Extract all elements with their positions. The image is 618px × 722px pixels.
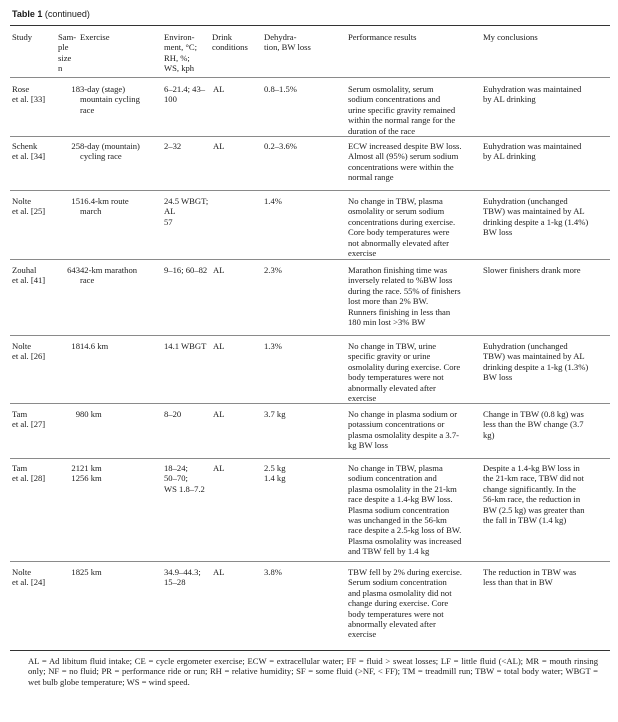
cell-drink-conditions: [213, 265, 257, 275]
cell-line: less than the BW change (3.7: [483, 419, 584, 430]
header-environment-line: ment, °C;: [164, 42, 198, 53]
cell-line: plasma osmolality in the 21-km: [348, 483, 457, 494]
cell-exercise: [80, 196, 162, 217]
cell-line: within the normal range for the: [348, 115, 456, 126]
cell-line: drinking despite a 1-kg (1.3%): [483, 361, 589, 372]
cell-line: 12: [71, 473, 80, 484]
cell-line: 1.4%: [264, 196, 282, 206]
header-sample-size: [58, 32, 82, 74]
cell-line: AL: [213, 84, 225, 94]
cell-line: AL: [213, 265, 225, 275]
cell-line: Slower finishers drank more: [483, 265, 581, 275]
cell-exercise: [80, 141, 162, 162]
table-caption: [12, 9, 90, 19]
row-separator: [10, 403, 610, 404]
cell-line: inversely related to %BW loss: [348, 275, 453, 286]
cell-line: 34.9–44.3;: [164, 567, 201, 577]
cell-line: 2.3%: [264, 265, 282, 275]
cell-line: 56-km race, the reduction in: [483, 494, 581, 505]
cell-line: urine specific gravity remained: [348, 104, 456, 115]
cell-line: 56 km: [80, 473, 102, 484]
cell-line: exercise: [348, 629, 377, 640]
cell-line: race: [80, 275, 95, 286]
cell-line: 3.8%: [264, 567, 282, 577]
cell-line: 1.3%: [264, 341, 282, 351]
cell-line: No change in TBW, plasma: [348, 463, 443, 473]
cell-dehydration: [264, 567, 342, 577]
cell-line: No change in TBW, urine: [348, 341, 437, 351]
cell-line: TBW) was maintained by AL: [483, 351, 585, 362]
cell-line: duration of the race: [348, 125, 416, 136]
cell-exercise: [80, 341, 162, 351]
cell-sample-size: [58, 196, 80, 206]
cell-line: the fall in TBW (1.4 kg): [483, 515, 567, 526]
cell-line: The reduction in TBW was: [483, 567, 577, 577]
cell-line: 1.4 kg: [264, 473, 286, 484]
cell-line: Nolte: [12, 341, 32, 351]
cell-line: 18: [71, 341, 80, 351]
cell-performance-results: [348, 84, 480, 136]
row-separator: [10, 458, 610, 459]
cell-study: [12, 196, 58, 217]
cell-line: 3.7 kg: [264, 409, 286, 419]
cell-line: BW loss: [483, 227, 513, 238]
cell-environment: [164, 341, 216, 351]
cell-line: concentrations were within the: [348, 161, 454, 172]
cell-line: 14.1 WBGT: [164, 341, 207, 351]
cell-line: exercise: [348, 248, 377, 259]
cell-line: 18: [71, 84, 80, 94]
header-performance-results: Performance results: [348, 32, 417, 42]
cell-exercise: [80, 265, 162, 286]
header-drink-conditions: [212, 32, 262, 53]
cell-line: Runners finishing in less than: [348, 306, 451, 317]
cell-line: was unchanged in the 56-km: [348, 515, 447, 526]
cell-dehydration: [264, 196, 342, 206]
cell-line: cycling race: [80, 151, 122, 162]
cell-line: Plasma sodium concentration: [348, 504, 450, 515]
cell-line: Tam: [12, 463, 28, 473]
cell-sample-size: [58, 463, 80, 484]
cell-my-conclusions: [483, 567, 608, 588]
cell-line: abnormally elevated after: [348, 619, 436, 630]
header-study: Study: [12, 32, 33, 42]
cell-line: Tam: [12, 409, 28, 419]
cell-line: 643: [67, 265, 80, 275]
cell-line: AL: [213, 463, 225, 473]
cell-sample-size: [58, 265, 80, 275]
cell-line: not abnormally elevated after: [348, 237, 449, 248]
cell-my-conclusions: [483, 341, 608, 383]
cell-line: 25: [71, 141, 80, 151]
cell-sample-size: [58, 84, 80, 94]
cell-line: Serum osmolality, serum: [348, 84, 434, 94]
cell-line: normal range: [348, 172, 394, 183]
cell-line: et al. [41]: [12, 275, 46, 286]
cell-line: 0.2–3.6%: [264, 141, 297, 151]
cell-dehydration: [264, 265, 342, 275]
cell-environment: [164, 409, 216, 419]
cell-line: less than that in BW: [483, 577, 553, 588]
cell-drink-conditions: [213, 409, 257, 419]
cell-line: et al. [27]: [12, 419, 46, 430]
cell-line: change during exercise. Core: [348, 598, 449, 609]
cell-study: [12, 409, 58, 430]
header-bottom-rule: [10, 77, 610, 78]
cell-line: 24.5 WBGT; AL: [164, 196, 209, 217]
cell-exercise: [80, 463, 162, 484]
cell-line: Euhydration was maintained: [483, 84, 582, 94]
cell-line: 8-day (mountain): [80, 141, 140, 151]
cell-my-conclusions: [483, 84, 608, 105]
cell-sample-size: [58, 141, 80, 151]
row-separator: [10, 259, 610, 260]
cell-line: 16.4-km route: [80, 196, 129, 206]
cell-line: potassium concentrations or: [348, 419, 445, 430]
table-caption-suffix: (continued): [44, 9, 90, 19]
header-sample-line: Sam-: [58, 32, 77, 42]
cell-line: Serum sodium concentration: [348, 577, 447, 588]
cell-line: change significantly. In the: [483, 483, 576, 494]
cell-line: Almost all (95%) serum sodium: [348, 151, 459, 162]
cell-line: osmolality during exercise. Core: [348, 361, 461, 372]
cell-line: TBW fell by 2% during exercise.: [348, 567, 462, 577]
cell-line: specific gravity or urine: [348, 351, 431, 362]
cell-performance-results: [348, 567, 480, 640]
cell-line: 21 km: [80, 463, 102, 473]
cell-line: body temperatures were not: [348, 372, 444, 383]
cell-line: 18–24;: [164, 463, 188, 473]
cell-line: BW loss: [483, 372, 513, 383]
cell-line: 21: [71, 463, 80, 473]
header-environment-line: Environ-: [164, 32, 195, 42]
cell-dehydration: [264, 409, 342, 419]
cell-line: 80 km: [80, 409, 102, 419]
cell-line: Nolte: [12, 567, 32, 577]
cell-line: 100: [164, 94, 177, 105]
cell-drink-conditions: [213, 567, 257, 577]
cell-line: 9–16; 60–82: [164, 265, 208, 275]
cell-line: concentrations during exercise.: [348, 216, 456, 227]
cell-line: body temperatures were not: [348, 608, 444, 619]
cell-line: Rose: [12, 84, 30, 94]
cell-my-conclusions: [483, 463, 608, 525]
cell-line: race despite a 2.5-kg loss of BW.: [348, 525, 462, 536]
cell-line: kg): [483, 429, 495, 440]
cell-line: 15: [71, 196, 80, 206]
header-exercise: Exercise: [80, 32, 110, 42]
table-caption-label: Table 1: [12, 9, 43, 19]
cell-line: osmolality or serum sodium: [348, 206, 445, 217]
cell-line: drinking despite a 1-kg (1.4%): [483, 216, 589, 227]
cell-line: exercise: [348, 393, 377, 404]
header-sample-line: ple: [58, 42, 69, 53]
cell-drink-conditions: [213, 463, 257, 473]
cell-line: AL: [213, 341, 225, 351]
cell-line: and TBW fell by 1.4 kg: [348, 546, 430, 557]
header-sample-line: size: [58, 52, 72, 63]
cell-line: Euhydration (unchanged: [483, 341, 568, 351]
cell-line: Euhydration was maintained: [483, 141, 582, 151]
cell-sample-size: [58, 409, 80, 419]
cell-line: et al. [26]: [12, 351, 46, 362]
cell-line: Despite a 1.4-kg BW loss in: [483, 463, 580, 473]
header-environment-line: RH, %;: [164, 52, 190, 63]
cell-line: 50–70;: [164, 473, 188, 484]
header-dehydration-line: Dehydra-: [264, 32, 297, 42]
cell-line: No change in plasma sodium or: [348, 409, 458, 419]
header-dehydration: [264, 32, 344, 53]
cell-line: march: [80, 206, 102, 217]
cell-study: [12, 141, 58, 162]
cell-environment: [164, 265, 216, 275]
cell-study: [12, 567, 58, 588]
cell-exercise: [80, 409, 162, 419]
cell-study: [12, 463, 58, 484]
cell-line: sodium concentration and: [348, 473, 437, 484]
cell-sample-size: [58, 341, 80, 351]
cell-study: [12, 84, 58, 105]
table-footnote: AL = Ad libitum fluid intake; CE = cycle ergometer exercise; ECW = extracellular water; FF = fluid > sweat losses; LF = little fluid (<AL); MR = mouth rinsing only; NF = no fluid; PR = performance ride or run; RH = relative humidity; SF = some fluid (>NF, < FF); TM = treadmill run; TBW = total body water; WBGT = wet bulb globe temperature; WS = wind speed.: [28, 656, 598, 687]
cell-line: lost more than 2% BW.: [348, 296, 429, 307]
cell-performance-results: [348, 463, 480, 557]
cell-line: Zouhal: [12, 265, 37, 275]
cell-line: et al. [28]: [12, 473, 46, 484]
cell-line: 25 km: [80, 567, 102, 577]
cell-line: ECW increased despite BW loss.: [348, 141, 462, 151]
cell-line: TBW) was maintained by AL: [483, 206, 585, 217]
cell-line: by AL drinking: [483, 94, 536, 105]
cell-line: 180 min lost >3% BW: [348, 317, 426, 328]
cell-line: by AL drinking: [483, 151, 536, 162]
cell-exercise: [80, 567, 162, 577]
row-separator: [10, 335, 610, 336]
cell-line: WS 1.8–7.2: [164, 483, 205, 494]
cell-environment: [164, 84, 216, 105]
cell-line: 14.6 km: [80, 341, 109, 351]
cell-line: 9: [75, 409, 80, 419]
cell-line: race despite a 1.4-kg BW loss.: [348, 494, 453, 505]
cell-line: AL: [213, 141, 225, 151]
header-environment-line: WS, kph: [164, 63, 195, 74]
cell-line: 2–32: [164, 141, 182, 151]
cell-my-conclusions: [483, 141, 608, 162]
header-dehydration-line: tion, BW loss: [264, 42, 311, 53]
cell-drink-conditions: [213, 341, 257, 351]
cell-dehydration: [264, 341, 342, 351]
cell-line: et al. [33]: [12, 94, 46, 105]
cell-study: [12, 265, 58, 286]
cell-environment: [164, 463, 216, 494]
cell-drink-conditions: [213, 141, 257, 151]
cell-line: sodium concentrations and: [348, 94, 441, 105]
cell-sample-size: [58, 567, 80, 577]
header-environment: [164, 32, 214, 74]
cell-exercise: [80, 84, 162, 115]
cell-line: the 21-km race, TBW did not: [483, 473, 584, 484]
cell-environment: [164, 196, 216, 227]
cell-line: et al. [25]: [12, 206, 46, 217]
cell-performance-results: [348, 265, 480, 327]
cell-line: Euhydration (unchanged: [483, 196, 568, 206]
cell-line: 42-km marathon: [80, 265, 138, 275]
header-drink-line: conditions: [212, 42, 248, 53]
cell-environment: [164, 141, 216, 151]
cell-my-conclusions: [483, 196, 608, 238]
cell-environment: [164, 567, 216, 588]
row-separator: [10, 561, 610, 562]
row-separator: [10, 136, 610, 137]
cell-dehydration: [264, 463, 342, 484]
cell-line: during the race. 55% of finishers: [348, 285, 461, 296]
cell-line: 2.5 kg: [264, 463, 286, 473]
cell-my-conclusions: [483, 409, 608, 440]
cell-performance-results: [348, 341, 480, 403]
cell-line: race: [80, 104, 95, 115]
cell-performance-results: [348, 196, 480, 258]
cell-line: 8–20: [164, 409, 182, 419]
cell-my-conclusions: [483, 265, 608, 275]
header-my-conclusions: My conclusions: [483, 32, 538, 42]
cell-line: Nolte: [12, 196, 32, 206]
cell-line: 6–21.4; 43–: [164, 84, 206, 94]
cell-line: AL: [213, 409, 225, 419]
cell-line: 15–28: [164, 577, 186, 588]
row-separator: [10, 190, 610, 191]
cell-line: Change in TBW (0.8 kg) was: [483, 409, 584, 419]
cell-line: 57: [164, 216, 173, 227]
cell-line: and plasma osmolality did not: [348, 587, 452, 598]
cell-dehydration: [264, 84, 342, 94]
cell-line: 0.8–1.5%: [264, 84, 297, 94]
cell-line: et al. [34]: [12, 151, 46, 162]
cell-drink-conditions: [213, 84, 257, 94]
cell-line: BW (2.5 kg) was greater than: [483, 504, 585, 515]
cell-line: kg BW loss: [348, 440, 388, 451]
table-top-rule: [10, 25, 610, 26]
table-bottom-rule: [10, 650, 610, 651]
cell-line: Plasma osmolality was increased: [348, 535, 462, 546]
cell-line: 18: [71, 567, 80, 577]
cell-line: No change in TBW, plasma: [348, 196, 443, 206]
cell-line: plasma osmolality despite a 3.7-: [348, 429, 459, 440]
cell-dehydration: [264, 141, 342, 151]
cell-line: mountain cycling: [80, 94, 140, 105]
header-drink-line: Drink: [212, 32, 233, 42]
header-sample-line: n: [58, 63, 63, 74]
cell-performance-results: [348, 409, 480, 451]
cell-line: Schenk: [12, 141, 38, 151]
cell-line: AL: [213, 567, 225, 577]
cell-line: 3-day (stage): [80, 84, 126, 94]
cell-line: Marathon finishing time was: [348, 265, 448, 275]
cell-performance-results: [348, 141, 480, 183]
cell-line: et al. [24]: [12, 577, 46, 588]
cell-study: [12, 341, 58, 362]
cell-line: Core body temperatures were: [348, 227, 450, 238]
cell-line: abnormally elevated after: [348, 382, 436, 393]
